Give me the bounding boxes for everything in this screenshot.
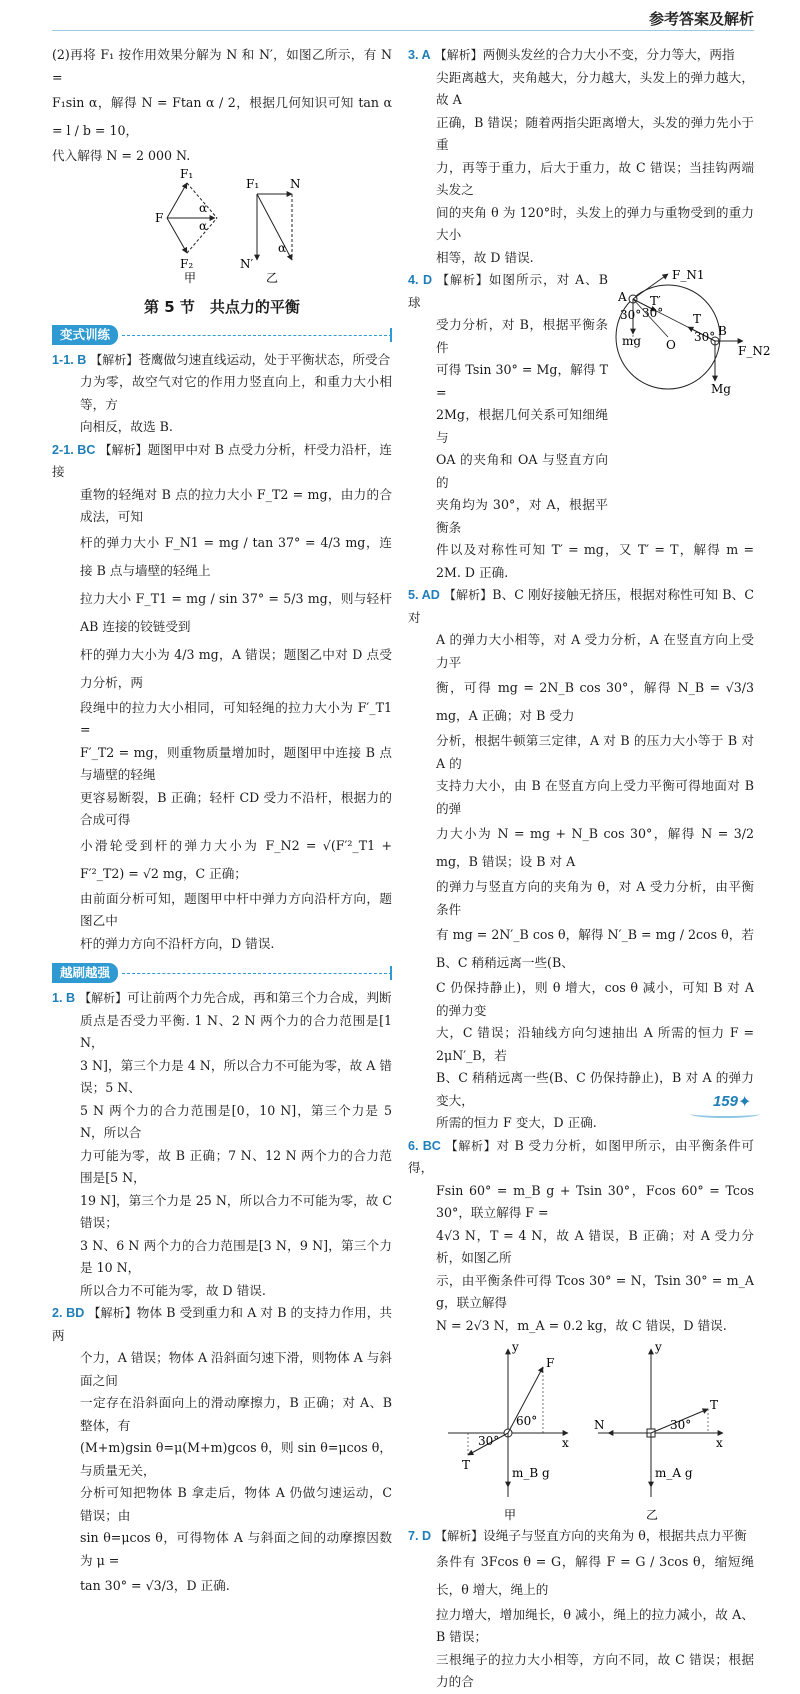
answer-line: 衡，可得 mg = 2N_B cos 30°，解得 N_B = √3/3 mg，A 正确；对 B 受力 — [436, 680, 754, 723]
answer-line: 小滑轮受到杆的弹力大小为 F_N2 = √(F′²_T1 + F′²_T2) = √2 mg，C 正确； — [80, 837, 392, 881]
answer-line: 3 N]，第三个力是 4 N，所以合力不可能为零，故 A 错误；5 N、 — [80, 1057, 392, 1095]
answer-line: 件以及对称性可知 T′ = mg，又 T′ = T，解得 m = 2M. D 正确. — [436, 542, 754, 580]
figure-6-jia — [448, 1340, 569, 1522]
label-F2: F₂ — [180, 256, 194, 271]
answer-line: A 的弹力大小相等，对 A 受力分析，A 在竖直方向上受力平 — [436, 632, 754, 670]
answer-line: 尖距离越大，夹角越大，分力越大，头发上的弹力越大，故 A — [436, 69, 754, 107]
answer-1-1 — [52, 349, 392, 439]
answer-line: B、C 刚好接触无挤压，根据对称性可知 B、C 对 — [408, 587, 754, 625]
answer-line: 大，C 错误；沿轴线方向匀速抽出 A 所需的恒力 F = 2μN′_B，若 — [436, 1025, 754, 1063]
label-T-6a: T — [462, 1458, 471, 1472]
analysis-tag: 【解析】 — [435, 1529, 484, 1543]
answer-2 — [52, 1302, 392, 1600]
figure-6-yi — [594, 1340, 723, 1522]
analysis-tag: 【解析】 — [99, 442, 148, 457]
label-y-1: y — [512, 1340, 519, 1354]
answer-line: 拉力增大，增加绳长，θ 减小，绳上的拉力减小，故 A、B 错误； — [436, 1606, 754, 1644]
analysis-tag: 【解析】 — [88, 1306, 137, 1320]
right-column — [408, 44, 771, 1694]
answer-line: 2Mg，根据几何关系可知细绳与 — [436, 407, 608, 445]
answer-line: 个力，A 错误；物体 A 沿斜面匀速下滑，则物体 A 与斜面之间 — [80, 1350, 392, 1388]
answer-line: 条件有 3Fcos θ = G，解得 F = G / 3cos θ，缩短绳长，θ 增大，绳上的 — [436, 1553, 754, 1597]
answer-line: 杆的弹力大小为 4/3 mg，A 错误；题图乙中对 D 点受力分析，两 — [80, 646, 392, 690]
banner-end — [390, 966, 392, 980]
answer-line: 支持力大小，由 B 在竖直方向上受力平衡可得地面对 B 的弹 — [436, 778, 754, 816]
answer-1 — [52, 987, 392, 1302]
label-F: F — [155, 210, 164, 225]
answer-line: N = 2√3 N，m_A = 0.2 kg，故 C 错误，D 错误. — [436, 1317, 727, 1333]
header-rule — [52, 30, 754, 31]
answer-line: 有 mg = 2N′_B cos θ，解得 N′_B = mg / 2cos θ，若 B、C 稍稍远离一些(B、 — [436, 927, 754, 970]
answer-line: 正确，B 错误；随着两指尖距离增大，头发的弹力先小于重 — [436, 114, 754, 152]
answer-number: 7. D — [408, 1529, 432, 1543]
label-yi: 乙 — [266, 270, 279, 285]
answer-4 — [408, 268, 771, 584]
answer-number: 6. BC — [408, 1138, 441, 1153]
label-alpha-yi: α — [278, 240, 287, 255]
sphere-force-figure — [608, 268, 771, 403]
label-yi-6: 乙 — [646, 1508, 659, 1522]
answer-line: C 仍保持静止)，则 θ 增大，cos θ 减小，可知 B 对 A 的弹力变 — [436, 980, 754, 1018]
answer-line: 力可能为零，故 B 正确；7 N、12 N 两个力的合力范围是[5 N， — [80, 1147, 392, 1185]
banner-end — [390, 328, 392, 342]
page-swoosh — [690, 1110, 760, 1118]
label-O: O — [666, 338, 676, 352]
label-mg: mg — [622, 334, 642, 348]
banner-practice-more — [52, 963, 392, 983]
label-60: 60° — [516, 1414, 538, 1428]
answer-line: 力大小为 N = mg + N_B cos 30°，解得 N = 3/2 mg，B 错误；设 B 对 A — [436, 826, 754, 869]
answer-6 — [408, 1135, 754, 1338]
answer-line: OA 的夹角和 OA 与竖直方向的 — [436, 452, 608, 490]
header-title: 参考答案及解析 — [648, 10, 754, 28]
label-F1: F₁ — [180, 166, 194, 181]
answer-line: 苍鹰做匀速直线运动，处于平衡状态，所受合 — [138, 351, 391, 367]
label-T: T — [693, 312, 702, 326]
label-N-6: N — [594, 1418, 605, 1432]
answer-line: 4√3 N，T = 4 N，故 A 错误，B 正确；对 A 受力分析，如图乙所 — [436, 1227, 754, 1265]
answer-line: 段绳中的拉力大小相同，可知轻绳的拉力大小为 F′_T1 = — [80, 699, 392, 737]
answer-line: 由前面分析可知，题图甲中杆中弹力方向沿杆方向，题图乙中 — [80, 890, 392, 928]
label-Tprime: T′ — [650, 294, 661, 308]
answer-line: Fsin 60° = m_B g + Tsin 30°，Fcos 60° = Tcos 30°，联立解得 F = — [436, 1182, 754, 1220]
banner-variant-training — [52, 325, 392, 345]
answer-line: 3 N、6 N 两个力的合力范围是[3 N，9 N]，第三个力是 10 N， — [80, 1237, 392, 1275]
label-mBg: m_B g — [512, 1466, 550, 1480]
answer-number: 2. BD — [52, 1306, 85, 1320]
label-Mg: Mg — [711, 382, 731, 396]
banner-dash — [122, 335, 392, 336]
intro-line-1: (2)再将 F₁ 按作用效果分解为 N 和 N′，如图乙所示，有 N = — [52, 47, 392, 85]
answer-2-1 — [52, 439, 392, 956]
coordinate-force-figures — [408, 1337, 754, 1525]
intro-line-2: F₁sin α，解得 N = Ftan α / 2，根据几何知识可知 tan α = l / b = 10， — [52, 95, 392, 138]
answer-line: 重物的轻绳对 B 点的拉力大小 F_T2 = mg，由力的合成法，可知 — [80, 486, 392, 524]
force-decomposition-figure — [52, 168, 392, 286]
analysis-tag: 【解析】 — [79, 991, 128, 1005]
answer-line: 一定存在沿斜面向上的滑动摩擦力，B 正确；对 A、B 整体，有 — [80, 1395, 392, 1433]
figure-jia — [155, 167, 217, 285]
page-number: 159 — [712, 1093, 738, 1110]
label-x-1: x — [562, 1436, 569, 1450]
answer-line: 两侧头发丝的合力大小不变，分力等大，两指 — [482, 47, 735, 62]
answer-number: 1. B — [52, 991, 76, 1005]
answer-line: B、C 稍稍远离一些(B、C 仍保持静止)，B 对 A 的弹力变大， — [436, 1070, 754, 1108]
answer-number: 1-1. B — [52, 352, 87, 367]
label-30-b: 30° — [642, 306, 664, 320]
answer-line: 质点是否受力平衡. 1 N、2 N 两个力的合力范围是[1 N， — [80, 1012, 392, 1050]
label-N: N — [290, 176, 301, 191]
label-30-c: 30° — [694, 330, 716, 344]
answer-number: 2-1. BC — [52, 442, 96, 457]
answer-line: 如图所示，对 A、B 球 — [408, 272, 608, 310]
answer-3 — [408, 44, 754, 269]
answer-line: 对 B 受力分析，如图甲所示，由平衡条件可得， — [408, 1137, 754, 1175]
answer-line: 间的夹角 θ 为 120°时，头发上的弹力与重物受到的重力大小 — [436, 204, 754, 242]
answer-line: 夹角均为 30°，对 A，根据平衡条 — [436, 497, 608, 535]
answer-5 — [408, 584, 754, 1135]
label-mAg: m_A g — [655, 1466, 693, 1480]
analysis-tag: 【解析】 — [444, 1138, 497, 1153]
answer-line: 拉力大小 F_T1 = mg / sin 37° = 5/3 mg，则与轻杆 AB 连接的铰链受到 — [80, 590, 392, 634]
answer-line: 所以合力不可能为零，故 D 错误. — [80, 1282, 266, 1298]
banner-label: 变式训练 — [52, 325, 118, 345]
label-A: A — [618, 290, 627, 304]
sparkle-icon: ✦ — [738, 1092, 752, 1111]
label-alpha-1: α — [199, 200, 208, 215]
answer-line: 杆的弹力大小 F_N1 = mg / tan 37° = 4/3 mg，连接 B 点与墙壁的轻绳上 — [80, 534, 392, 578]
answer-number: 5. AD — [408, 588, 440, 602]
intro-line-3: 代入解得 N = 2 000 N. — [52, 148, 191, 163]
answer-line: 受力分析，对 B，根据平衡条件 — [436, 317, 608, 355]
section-title: 第 5 节 共点力的平衡 — [144, 297, 300, 316]
label-jia: 甲 — [184, 270, 197, 285]
answer-number: 3. A — [408, 48, 431, 62]
answer-line: 5 N 两个力的合力范围是[0，10 N]，第三个力是 5 N，所以合 — [80, 1102, 392, 1140]
label-Nprime: N′ — [240, 256, 254, 271]
analysis-tag: 【解析】 — [443, 588, 493, 602]
banner-label: 越刷越强 — [52, 963, 118, 983]
answer-line: 力为零，故空气对它的作用力竖直向上，和重力大小相等，方 — [80, 374, 392, 412]
answer-line: F′_T2 = mg，则重物质量增加时，题图甲中连接 B 点与墙壁的轻绳 — [80, 744, 392, 782]
label-30-6b: 30° — [670, 1418, 692, 1432]
label-30-a: 30° — [620, 308, 642, 322]
left-column — [52, 44, 392, 1600]
label-F1-yi: F₁ — [246, 176, 260, 191]
label-FN2: F_N2 — [738, 344, 771, 358]
answer-line: 设绳子与竖直方向的夹角为 θ，根据共点力平衡 — [483, 1528, 747, 1543]
answer-line: 物体 B 受到重力和 A 对 B 的支持力作用，共两 — [52, 1305, 392, 1343]
answer-line: 杆的弹力方向不沿杆方向，D 错误. — [80, 935, 275, 951]
label-y-2: y — [655, 1340, 662, 1354]
answer-7 — [408, 1525, 754, 1694]
answer-line: tan 30° = √3/3，D 正确. — [80, 1578, 230, 1593]
figure-yi — [240, 177, 301, 285]
answer-line: 分析，根据牛顿第三定律，A 对 B 的压力大小等于 B 对 A 的 — [436, 733, 754, 771]
answer-line: 相等，故 D 错误. — [436, 249, 534, 265]
analysis-tag: 【解析】 — [434, 48, 483, 62]
answer-line: 的弹力与竖直方向的夹角为 θ，对 A 受力分析，由平衡条件 — [436, 879, 754, 917]
answer-line: 19 N]，第三个力是 25 N，所以合力不可能为零，故 C 错误； — [80, 1192, 392, 1230]
answer-line: 力，再等于重力，后大于重力，故 C 错误；当挂钩两端头发之 — [436, 159, 754, 197]
analysis-tag: 【解析】 — [436, 273, 489, 287]
label-F-6: F — [546, 1356, 555, 1370]
analysis-tag: 【解析】 — [90, 352, 139, 367]
answer-line: 向相反，故选 B. — [80, 419, 173, 434]
answer-line: 可得 Tsin 30° = Mg，解得 T = — [436, 362, 608, 400]
answer-number: 4. D — [408, 273, 433, 287]
answer-line: 所需的恒力 F 变大，D 正确. — [436, 1115, 597, 1130]
label-30-6a: 30° — [478, 1434, 500, 1448]
answer-line: 示，由平衡条件可得 Tcos 30° = N，Tsin 30° = m_A g，联立解得 — [436, 1272, 754, 1310]
label-alpha-2: α — [199, 218, 208, 233]
answer-line: 分析可知把物体 B 拿走后，物体 A 仍做匀速运动，C 错误；由 — [80, 1485, 392, 1523]
answer-line: 题图甲中对 B 点受力分析，杆受力沿杆，连接 — [52, 441, 392, 479]
banner-dash — [122, 973, 392, 974]
answer-line: sin θ=μcos θ，可得物体 A 与斜面之间的动摩擦因数为 μ = — [80, 1530, 392, 1568]
answer-line: (M+m)gsin θ=μ(M+m)gcos θ，则 sin θ=μcos θ，与质量无关， — [80, 1440, 392, 1478]
label-jia-6: 甲 — [504, 1508, 517, 1522]
answer-line: 三根绳子的拉力大小相等，方向不同，故 C 错误；根据力的合 — [436, 1651, 754, 1689]
label-x-2: x — [716, 1436, 723, 1450]
label-FN1: F_N1 — [672, 268, 705, 282]
label-T-6b: T — [710, 1398, 719, 1412]
label-B: B — [718, 324, 727, 338]
answer-line: 更容易断裂，B 正确；轻杆 CD 受力不沿杆，根据力的合成可得 — [80, 789, 392, 827]
answer-line: 可让前两个力先合成，再和第三个力合成，判断 — [127, 990, 392, 1005]
